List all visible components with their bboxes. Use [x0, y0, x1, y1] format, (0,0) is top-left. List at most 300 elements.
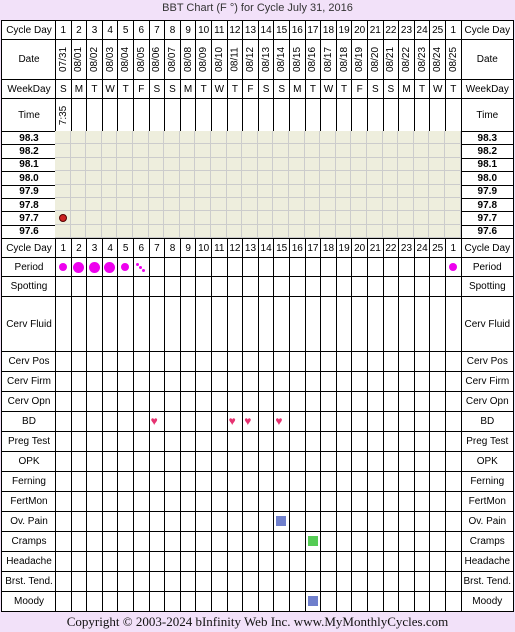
period-cell[interactable] — [398, 257, 415, 277]
temp-grid-cell[interactable] — [305, 211, 321, 224]
temp-grid-cell[interactable] — [336, 211, 352, 224]
ferning-cell[interactable] — [273, 471, 290, 492]
brst-tend-cell[interactable] — [351, 571, 368, 592]
temp-grid-cell[interactable] — [258, 158, 274, 171]
headache-cell[interactable] — [86, 551, 103, 572]
temp-grid-cell[interactable] — [180, 158, 196, 171]
fertmon-cell[interactable] — [336, 491, 353, 512]
opk-cell[interactable] — [351, 451, 368, 472]
temp-grid-cell[interactable] — [445, 171, 461, 184]
opk-cell[interactable] — [102, 451, 119, 472]
ov-pain-cell[interactable] — [102, 511, 119, 532]
fertmon-cell[interactable] — [258, 491, 275, 512]
fertmon-cell[interactable] — [211, 491, 228, 512]
bd-cell[interactable] — [414, 411, 431, 432]
temp-grid-cell[interactable] — [445, 211, 461, 224]
period-cell[interactable] — [195, 257, 212, 277]
spotting-cell[interactable] — [273, 276, 290, 297]
cerv-fluid-cell[interactable] — [445, 296, 462, 352]
temp-grid-cell[interactable] — [117, 144, 133, 157]
temp-grid-cell[interactable] — [320, 185, 336, 198]
fertmon-cell[interactable] — [305, 491, 322, 512]
temp-grid-cell[interactable] — [367, 225, 383, 238]
brst-tend-cell[interactable] — [195, 571, 212, 592]
spotting-cell[interactable] — [429, 276, 446, 297]
cerv-fluid-cell[interactable] — [117, 296, 134, 352]
temp-grid-cell[interactable] — [133, 171, 149, 184]
preg-test-cell[interactable] — [227, 431, 244, 452]
brst-tend-cell[interactable] — [273, 571, 290, 592]
ov-pain-cell[interactable] — [242, 511, 259, 532]
cerv-pos-cell[interactable] — [227, 351, 244, 372]
moody-cell[interactable] — [55, 591, 72, 612]
brst-tend-cell[interactable] — [258, 571, 275, 592]
spotting-cell[interactable] — [195, 276, 212, 297]
fertmon-cell[interactable] — [414, 491, 431, 512]
brst-tend-cell[interactable] — [336, 571, 353, 592]
cerv-opn-cell[interactable] — [227, 391, 244, 412]
cramps-cell[interactable] — [227, 531, 244, 552]
cramps-cell[interactable] — [320, 531, 337, 552]
preg-test-cell[interactable] — [414, 431, 431, 452]
temp-grid-cell[interactable] — [227, 211, 243, 224]
cerv-fluid-cell[interactable] — [102, 296, 119, 352]
ov-pain-cell[interactable] — [55, 511, 72, 532]
temp-grid-cell[interactable] — [429, 211, 445, 224]
cerv-pos-cell[interactable] — [289, 351, 306, 372]
preg-test-cell[interactable] — [429, 431, 446, 452]
preg-test-cell[interactable] — [258, 431, 275, 452]
temp-grid-cell[interactable] — [242, 131, 258, 144]
temp-grid-cell[interactable] — [102, 144, 118, 157]
brst-tend-cell[interactable] — [398, 571, 415, 592]
opk-cell[interactable] — [117, 451, 134, 472]
temp-grid-cell[interactable] — [445, 185, 461, 198]
spotting-cell[interactable] — [117, 276, 134, 297]
opk-cell[interactable] — [164, 451, 181, 472]
opk-cell[interactable] — [227, 451, 244, 472]
temp-grid-cell[interactable] — [242, 211, 258, 224]
temp-grid-cell[interactable] — [211, 144, 227, 157]
preg-test-cell[interactable] — [305, 431, 322, 452]
cerv-firm-cell[interactable] — [289, 371, 306, 392]
ov-pain-cell[interactable] — [320, 511, 337, 532]
spotting-cell[interactable] — [398, 276, 415, 297]
temp-grid-cell[interactable] — [242, 198, 258, 211]
ov-pain-cell[interactable] — [398, 511, 415, 532]
cerv-opn-cell[interactable] — [211, 391, 228, 412]
opk-cell[interactable] — [367, 451, 384, 472]
temp-grid-cell[interactable] — [414, 171, 430, 184]
moody-cell[interactable] — [351, 591, 368, 612]
temp-grid-cell[interactable] — [86, 225, 102, 238]
brst-tend-cell[interactable] — [289, 571, 306, 592]
cerv-pos-cell[interactable] — [367, 351, 384, 372]
temp-grid-cell[interactable] — [211, 211, 227, 224]
fertmon-cell[interactable] — [149, 491, 166, 512]
cerv-pos-cell[interactable] — [86, 351, 103, 372]
ov-pain-cell[interactable] — [71, 511, 88, 532]
cerv-opn-cell[interactable] — [55, 391, 72, 412]
cerv-firm-cell[interactable] — [102, 371, 119, 392]
bd-cell[interactable] — [289, 411, 306, 432]
temp-grid-cell[interactable] — [305, 198, 321, 211]
temp-grid-cell[interactable] — [102, 171, 118, 184]
period-cell[interactable] — [367, 257, 384, 277]
temp-grid-cell[interactable] — [242, 171, 258, 184]
brst-tend-cell[interactable] — [227, 571, 244, 592]
ov-pain-cell[interactable] — [367, 511, 384, 532]
preg-test-cell[interactable] — [164, 431, 181, 452]
temp-grid-cell[interactable] — [383, 131, 399, 144]
ov-pain-cell[interactable] — [149, 511, 166, 532]
ov-pain-cell[interactable] — [336, 511, 353, 532]
brst-tend-cell[interactable] — [242, 571, 259, 592]
cerv-opn-cell[interactable] — [86, 391, 103, 412]
temp-grid-cell[interactable] — [320, 198, 336, 211]
spotting-cell[interactable] — [383, 276, 400, 297]
temp-grid-cell[interactable] — [305, 131, 321, 144]
bd-cell[interactable] — [133, 411, 150, 432]
cerv-firm-cell[interactable] — [351, 371, 368, 392]
cramps-cell[interactable] — [351, 531, 368, 552]
period-cell[interactable] — [227, 257, 244, 277]
ferning-cell[interactable] — [227, 471, 244, 492]
temp-grid-cell[interactable] — [383, 198, 399, 211]
preg-test-cell[interactable] — [86, 431, 103, 452]
temp-grid-cell[interactable] — [305, 158, 321, 171]
cerv-opn-cell[interactable] — [71, 391, 88, 412]
temp-grid-cell[interactable] — [351, 144, 367, 157]
bbt-point[interactable] — [59, 214, 67, 222]
temp-grid-cell[interactable] — [383, 144, 399, 157]
cerv-firm-cell[interactable] — [445, 371, 462, 392]
spotting-cell[interactable] — [445, 276, 462, 297]
fertmon-cell[interactable] — [242, 491, 259, 512]
period-cell[interactable] — [211, 257, 228, 277]
temp-grid-cell[interactable] — [71, 198, 87, 211]
cramps-cell[interactable] — [71, 531, 88, 552]
temp-grid-cell[interactable] — [398, 144, 414, 157]
temp-grid-cell[interactable] — [164, 144, 180, 157]
cerv-fluid-cell[interactable] — [164, 296, 181, 352]
cerv-fluid-cell[interactable] — [180, 296, 197, 352]
ferning-cell[interactable] — [71, 471, 88, 492]
temp-grid-cell[interactable] — [117, 225, 133, 238]
temp-grid-cell[interactable] — [71, 211, 87, 224]
temp-grid-cell[interactable] — [195, 198, 211, 211]
cerv-firm-cell[interactable] — [305, 371, 322, 392]
temp-grid-cell[interactable] — [414, 131, 430, 144]
temp-grid-cell[interactable] — [242, 144, 258, 157]
bd-cell[interactable] — [102, 411, 119, 432]
temp-grid-cell[interactable] — [117, 185, 133, 198]
temp-grid-cell[interactable] — [102, 185, 118, 198]
cerv-opn-cell[interactable] — [117, 391, 134, 412]
ferning-cell[interactable] — [429, 471, 446, 492]
cerv-opn-cell[interactable] — [258, 391, 275, 412]
temp-grid-cell[interactable] — [336, 131, 352, 144]
temp-grid-cell[interactable] — [351, 171, 367, 184]
temp-grid-cell[interactable] — [320, 171, 336, 184]
cerv-fluid-cell[interactable] — [133, 296, 150, 352]
opk-cell[interactable] — [305, 451, 322, 472]
spotting-cell[interactable] — [258, 276, 275, 297]
temp-grid-cell[interactable] — [195, 185, 211, 198]
cerv-opn-cell[interactable] — [289, 391, 306, 412]
temp-grid-cell[interactable] — [71, 144, 87, 157]
cerv-firm-cell[interactable] — [273, 371, 290, 392]
fertmon-cell[interactable] — [383, 491, 400, 512]
temp-grid-cell[interactable] — [305, 144, 321, 157]
cerv-fluid-cell[interactable] — [383, 296, 400, 352]
cerv-fluid-cell[interactable] — [414, 296, 431, 352]
moody-cell[interactable] — [102, 591, 119, 612]
brst-tend-cell[interactable] — [320, 571, 337, 592]
temp-grid-cell[interactable] — [55, 158, 71, 171]
moody-cell[interactable] — [133, 591, 150, 612]
ov-pain-cell[interactable] — [429, 511, 446, 532]
cerv-firm-cell[interactable] — [320, 371, 337, 392]
brst-tend-cell[interactable] — [180, 571, 197, 592]
cerv-fluid-cell[interactable] — [336, 296, 353, 352]
ferning-cell[interactable] — [445, 471, 462, 492]
moody-cell[interactable] — [211, 591, 228, 612]
temp-grid-cell[interactable] — [383, 225, 399, 238]
temp-grid-cell[interactable] — [258, 185, 274, 198]
cerv-firm-cell[interactable] — [55, 371, 72, 392]
moody-cell[interactable] — [429, 591, 446, 612]
cramps-cell[interactable] — [336, 531, 353, 552]
temp-grid-cell[interactable] — [86, 198, 102, 211]
temp-grid-cell[interactable] — [117, 158, 133, 171]
temp-grid-cell[interactable] — [445, 131, 461, 144]
temp-grid-cell[interactable] — [367, 185, 383, 198]
opk-cell[interactable] — [336, 451, 353, 472]
bd-cell[interactable] — [367, 411, 384, 432]
moody-cell[interactable] — [398, 591, 415, 612]
headache-cell[interactable] — [211, 551, 228, 572]
cramps-cell[interactable] — [445, 531, 462, 552]
opk-cell[interactable] — [195, 451, 212, 472]
cerv-fluid-cell[interactable] — [211, 296, 228, 352]
cramps-cell[interactable] — [414, 531, 431, 552]
preg-test-cell[interactable] — [102, 431, 119, 452]
temp-grid-cell[interactable] — [367, 211, 383, 224]
preg-test-cell[interactable] — [242, 431, 259, 452]
spotting-cell[interactable] — [102, 276, 119, 297]
spotting-cell[interactable] — [180, 276, 197, 297]
cerv-opn-cell[interactable] — [351, 391, 368, 412]
temp-grid-cell[interactable] — [336, 144, 352, 157]
fertmon-cell[interactable] — [351, 491, 368, 512]
temp-grid-cell[interactable] — [258, 171, 274, 184]
brst-tend-cell[interactable] — [367, 571, 384, 592]
brst-tend-cell[interactable] — [86, 571, 103, 592]
cramps-cell[interactable] — [429, 531, 446, 552]
temp-grid-cell[interactable] — [305, 171, 321, 184]
temp-grid-cell[interactable] — [164, 211, 180, 224]
cerv-firm-cell[interactable] — [429, 371, 446, 392]
moody-cell[interactable] — [383, 591, 400, 612]
temp-grid-cell[interactable] — [195, 144, 211, 157]
spotting-cell[interactable] — [164, 276, 181, 297]
cramps-cell[interactable] — [164, 531, 181, 552]
preg-test-cell[interactable] — [383, 431, 400, 452]
ferning-cell[interactable] — [336, 471, 353, 492]
ov-pain-cell[interactable] — [164, 511, 181, 532]
moody-cell[interactable] — [71, 591, 88, 612]
ferning-cell[interactable] — [242, 471, 259, 492]
temp-grid-cell[interactable] — [164, 171, 180, 184]
headache-cell[interactable] — [227, 551, 244, 572]
temp-grid-cell[interactable] — [195, 225, 211, 238]
period-cell[interactable] — [305, 257, 322, 277]
temp-grid-cell[interactable] — [336, 198, 352, 211]
temp-grid-cell[interactable] — [55, 198, 71, 211]
moody-cell[interactable] — [445, 591, 462, 612]
temp-grid-cell[interactable] — [149, 171, 165, 184]
cramps-cell[interactable] — [149, 531, 166, 552]
spotting-cell[interactable] — [227, 276, 244, 297]
cramps-cell[interactable] — [211, 531, 228, 552]
temp-grid-cell[interactable] — [133, 211, 149, 224]
temp-grid-cell[interactable] — [164, 158, 180, 171]
temp-grid-cell[interactable] — [429, 131, 445, 144]
temp-grid-cell[interactable] — [351, 211, 367, 224]
temp-grid-cell[interactable] — [414, 158, 430, 171]
period-cell[interactable] — [414, 257, 431, 277]
fertmon-cell[interactable] — [71, 491, 88, 512]
temp-grid-cell[interactable] — [289, 225, 305, 238]
cerv-firm-cell[interactable] — [149, 371, 166, 392]
ov-pain-cell[interactable] — [86, 511, 103, 532]
preg-test-cell[interactable] — [71, 431, 88, 452]
preg-test-cell[interactable] — [117, 431, 134, 452]
bd-cell[interactable] — [445, 411, 462, 432]
cramps-cell[interactable] — [289, 531, 306, 552]
headache-cell[interactable] — [117, 551, 134, 572]
temp-grid-cell[interactable] — [195, 131, 211, 144]
temp-grid-cell[interactable] — [258, 198, 274, 211]
moody-cell[interactable] — [414, 591, 431, 612]
temp-grid-cell[interactable] — [180, 198, 196, 211]
temp-grid-cell[interactable] — [398, 185, 414, 198]
temp-grid-cell[interactable] — [102, 225, 118, 238]
cerv-firm-cell[interactable] — [383, 371, 400, 392]
fertmon-cell[interactable] — [86, 491, 103, 512]
spotting-cell[interactable] — [55, 276, 72, 297]
moody-cell[interactable] — [117, 591, 134, 612]
ov-pain-cell[interactable] — [195, 511, 212, 532]
cerv-pos-cell[interactable] — [305, 351, 322, 372]
temp-grid-cell[interactable] — [351, 225, 367, 238]
moody-cell[interactable] — [367, 591, 384, 612]
cerv-opn-cell[interactable] — [414, 391, 431, 412]
ferning-cell[interactable] — [289, 471, 306, 492]
spotting-cell[interactable] — [71, 276, 88, 297]
cerv-fluid-cell[interactable] — [149, 296, 166, 352]
preg-test-cell[interactable] — [445, 431, 462, 452]
temp-grid-cell[interactable] — [71, 158, 87, 171]
temp-grid-cell[interactable] — [258, 131, 274, 144]
temp-grid-cell[interactable] — [133, 144, 149, 157]
temp-grid-cell[interactable] — [273, 211, 289, 224]
temp-grid-cell[interactable] — [367, 171, 383, 184]
cerv-opn-cell[interactable] — [195, 391, 212, 412]
period-cell[interactable] — [351, 257, 368, 277]
spotting-cell[interactable] — [133, 276, 150, 297]
temp-grid-cell[interactable] — [414, 225, 430, 238]
temp-grid-cell[interactable] — [180, 131, 196, 144]
temp-grid-cell[interactable] — [227, 144, 243, 157]
period-cell[interactable] — [320, 257, 337, 277]
temp-grid-cell[interactable] — [102, 211, 118, 224]
spotting-cell[interactable] — [242, 276, 259, 297]
ferning-cell[interactable] — [258, 471, 275, 492]
temp-grid-cell[interactable] — [211, 185, 227, 198]
temp-grid-cell[interactable] — [383, 158, 399, 171]
temp-grid-cell[interactable] — [289, 198, 305, 211]
moody-cell[interactable] — [164, 591, 181, 612]
bd-cell[interactable] — [55, 411, 72, 432]
temp-grid-cell[interactable] — [414, 198, 430, 211]
opk-cell[interactable] — [273, 451, 290, 472]
temp-grid-cell[interactable] — [305, 225, 321, 238]
spotting-cell[interactable] — [86, 276, 103, 297]
temp-grid-cell[interactable] — [211, 225, 227, 238]
temp-grid-cell[interactable] — [320, 144, 336, 157]
period-cell[interactable] — [258, 257, 275, 277]
cerv-pos-cell[interactable] — [149, 351, 166, 372]
moody-cell[interactable] — [242, 591, 259, 612]
headache-cell[interactable] — [320, 551, 337, 572]
headache-cell[interactable] — [367, 551, 384, 572]
bd-cell[interactable] — [398, 411, 415, 432]
headache-cell[interactable] — [445, 551, 462, 572]
temp-grid-cell[interactable] — [227, 198, 243, 211]
temp-grid-cell[interactable] — [227, 131, 243, 144]
temp-grid-cell[interactable] — [133, 185, 149, 198]
spotting-cell[interactable] — [351, 276, 368, 297]
temp-grid-cell[interactable] — [55, 185, 71, 198]
cerv-opn-cell[interactable] — [305, 391, 322, 412]
fertmon-cell[interactable] — [398, 491, 415, 512]
cramps-cell[interactable] — [398, 531, 415, 552]
bd-cell[interactable] — [71, 411, 88, 432]
brst-tend-cell[interactable] — [211, 571, 228, 592]
preg-test-cell[interactable] — [55, 431, 72, 452]
cerv-fluid-cell[interactable] — [305, 296, 322, 352]
headache-cell[interactable] — [336, 551, 353, 572]
spotting-cell[interactable] — [149, 276, 166, 297]
headache-cell[interactable] — [305, 551, 322, 572]
temp-grid-cell[interactable] — [211, 198, 227, 211]
headache-cell[interactable] — [164, 551, 181, 572]
temp-grid-cell[interactable] — [320, 158, 336, 171]
temp-grid-cell[interactable] — [55, 131, 71, 144]
period-cell[interactable] — [164, 257, 181, 277]
headache-cell[interactable] — [180, 551, 197, 572]
cerv-firm-cell[interactable] — [86, 371, 103, 392]
opk-cell[interactable] — [71, 451, 88, 472]
temp-grid-cell[interactable] — [71, 171, 87, 184]
temp-grid-cell[interactable] — [258, 144, 274, 157]
ferning-cell[interactable] — [180, 471, 197, 492]
temp-grid-cell[interactable] — [227, 158, 243, 171]
period-cell[interactable] — [180, 257, 197, 277]
temp-grid-cell[interactable] — [102, 131, 118, 144]
